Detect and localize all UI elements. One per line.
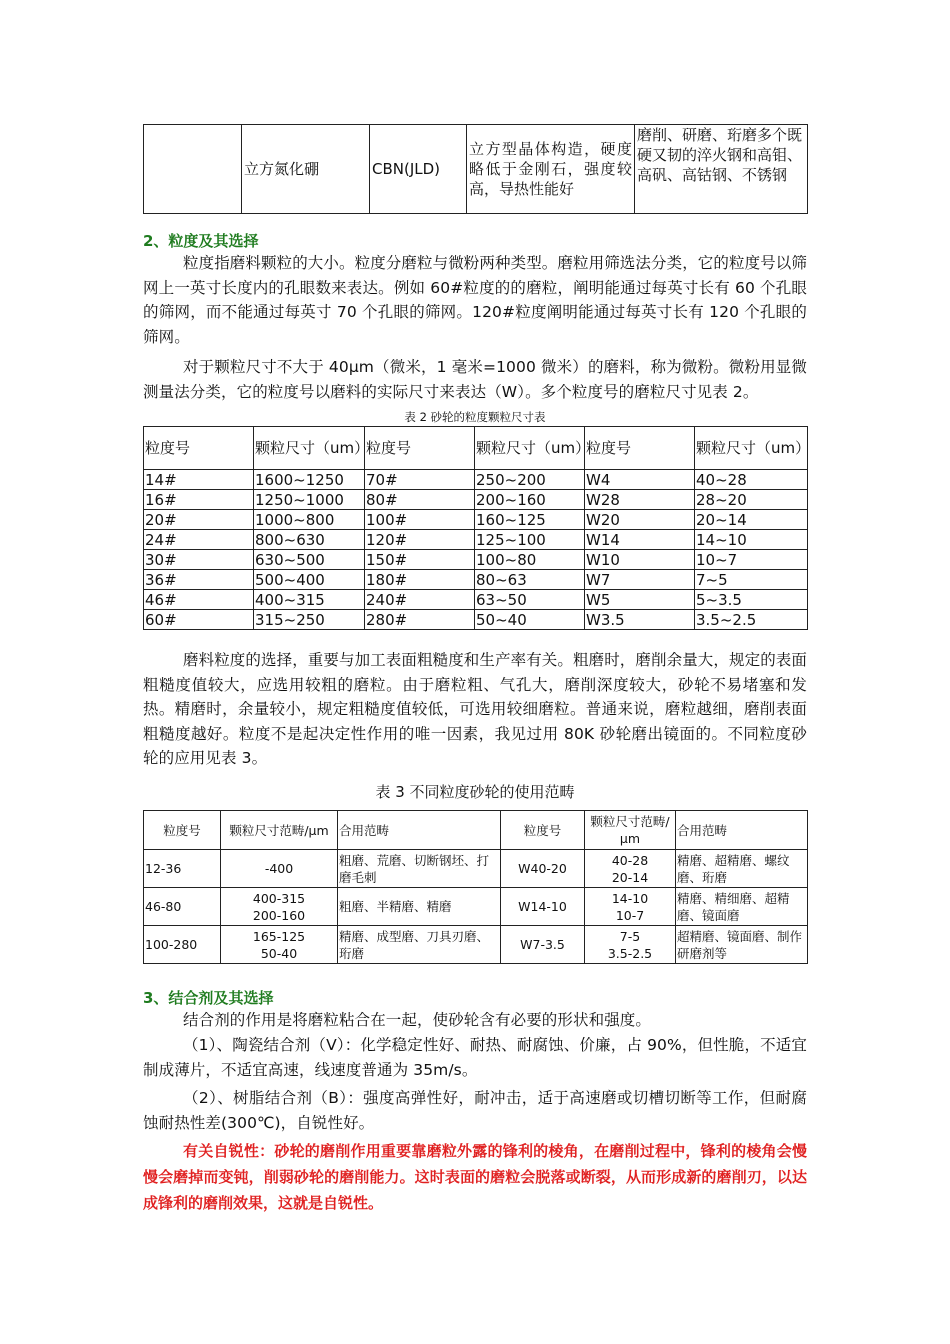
table-row: [144, 125, 808, 214]
table-cell: 精磨、成型磨、刀具刃磨、珩磨: [338, 926, 501, 964]
grain-usage-table: [143, 810, 808, 964]
table-cell: 280#: [365, 610, 475, 630]
table-cell: 7-5 3.5-2.5: [585, 926, 676, 964]
table-row: [144, 610, 808, 630]
table-cell: 200~160: [475, 490, 585, 510]
table-header: 颗粒尺寸（um）: [254, 427, 365, 470]
table-header: 粒度号: [501, 811, 585, 850]
table-cell: 磨削、研磨、珩磨多个既硬又韧的淬火钢和高钼、高矾、高钴钢、不锈钢: [635, 125, 808, 214]
table-header: 颗粒尺寸（um）: [475, 427, 585, 470]
table-cell: W28: [585, 490, 695, 510]
table-header: 颗粒尺寸范畴/μm: [221, 811, 338, 850]
table-caption: 表 2 砂轮的粒度颗粒尺寸表: [404, 410, 546, 424]
table-cell: 46#: [144, 590, 254, 610]
table-row: [144, 490, 808, 510]
table-cell: 240#: [365, 590, 475, 610]
table-row: [144, 510, 808, 530]
table-header: 合用范畴: [676, 811, 808, 850]
table-cell: 70#: [365, 470, 475, 490]
table-cell: 20#: [144, 510, 254, 530]
table-cell: 800~630: [254, 530, 365, 550]
table-cell: 60#: [144, 610, 254, 630]
table-cell: 16#: [144, 490, 254, 510]
table-cell: W10: [585, 550, 695, 570]
table-cell: 250~200: [475, 470, 585, 490]
table-cell: 立方型晶体构造，硬度略低于金刚石，强度较高，导热性能好: [467, 125, 635, 214]
paragraph: （1）、陶瓷结合剂（V）：化学稳定性好、耐热、耐腐蚀、价廉，占 90%，但性脆，不适宜制成薄片，不适宜高速，线速度普通为 35m/s。: [143, 1036, 807, 1079]
table-cell: 粗磨、荒磨、切断钢坯、打磨毛刺: [338, 850, 501, 888]
table-cell: 150#: [365, 550, 475, 570]
table-body: [144, 470, 808, 630]
paragraph: 粒度指磨料颗粒的大小。粒度分磨粒与微粉两种类型。磨粒用筛选法分类，它的粒度号以筛网上一英寸长度内的孔眼数来表达。例如 60#粒度的的磨粒，阐明能通过每英寸长有 60 个孔眼的筛网，而不能通过每英寸 70 个孔眼的筛网。120#粒度阐明能通过每英寸长有 120 个孔眼的筛网。: [143, 254, 808, 346]
table-header-row: [144, 427, 808, 470]
table-cell: -400: [221, 850, 338, 888]
table-cell: 14-10 10-7: [585, 888, 676, 926]
table-cell: 165-125 50-40: [221, 926, 338, 964]
table-cell: 14#: [144, 470, 254, 490]
paragraph: 磨料粒度的选择，重要与加工表面粗糙度和生产率有关。粗磨时，磨削余量大，规定的表面粗糙度值较大，应选用较粗的磨粒。由于磨粒粗、气孔大，磨削深度较大，砂轮不易堵塞和发热。精磨时，余量较小，规定粗糙度值较低，可选用较细磨粒。普通来说，磨粒越细，磨削表面粗糙度越好。粒度不是起决定性作用的唯一因素，我见过用 80K 砂轮磨出镜面的。不同粒度砂轮的应用见表 3。: [143, 651, 808, 767]
self-sharpening-note: 有关自锐性：砂轮的磨削作用重要靠磨粒外露的锋利的棱角，在磨削过程中，锋利的棱角会慢慢会磨掉而变钝，削弱砂轮的磨削能力。这时表面的磨粒会脱落或断裂，从而形成新的磨削刃，以达成锋利的磨削效果，这就是自锐性。: [143, 1142, 807, 1212]
table-header-row: [144, 811, 808, 850]
table-cell: 7~5: [695, 570, 808, 590]
table-cell: 12-36: [144, 850, 221, 888]
material-table-continued: [143, 124, 808, 214]
grain-size-table: [143, 426, 811, 630]
table-cell: 1250~1000: [254, 490, 365, 510]
table-row: [144, 530, 808, 550]
table-cell: 630~500: [254, 550, 365, 570]
table-cell: 500~400: [254, 570, 365, 590]
table-body: [144, 850, 808, 964]
table-cell: 40-28 20-14: [585, 850, 676, 888]
paragraph: 对于颗粒尺寸不大于 40μm（微米，1 毫米=1000 微米）的磨料，称为微粉。微粉用显微测量法分类，它的粒度号以磨料的实际尺寸来表达（W）。多个粒度号的磨粒尺寸见表 2。: [143, 358, 807, 401]
table-cell: 10~7: [695, 550, 808, 570]
table-row: [144, 926, 808, 964]
table-cell: W5: [585, 590, 695, 610]
table-cell: 粗磨、半精磨、精磨: [338, 888, 501, 926]
table-cell: 5~3.5: [695, 590, 808, 610]
table-row: [144, 470, 808, 490]
table-row: [144, 570, 808, 590]
table-cell: 180#: [365, 570, 475, 590]
table-row: [144, 590, 808, 610]
table-cell: 80~63: [475, 570, 585, 590]
table-cell: 1600~1250: [254, 470, 365, 490]
table-cell: 100~80: [475, 550, 585, 570]
table-cell: W14: [585, 530, 695, 550]
table-cell: 46-80: [144, 888, 221, 926]
table-cell: 14~10: [695, 530, 808, 550]
table-cell: 50~40: [475, 610, 585, 630]
table-cell: 400-315 200-160: [221, 888, 338, 926]
table-row: [144, 888, 808, 926]
table-row: [144, 850, 808, 888]
table-cell: 100-280: [144, 926, 221, 964]
table-cell: 315~250: [254, 610, 365, 630]
table-cell: 120#: [365, 530, 475, 550]
table-header: 粒度号: [144, 811, 221, 850]
table-cell: CBN(JLD): [370, 125, 467, 214]
table-header: 粒度号: [585, 427, 695, 470]
table-cell: 精磨、精细磨、超精磨、镜面磨: [676, 888, 808, 926]
paragraph: 结合剂的作用是将磨粒粘合在一起，使砂轮含有必要的形状和强度。: [183, 1011, 652, 1029]
table-header: 颗粒尺寸范畴/μm: [585, 811, 676, 850]
table-row: [144, 550, 808, 570]
table-cell: 28~20: [695, 490, 808, 510]
table-cell: 40~28: [695, 470, 808, 490]
table-cell: 400~315: [254, 590, 365, 610]
table-cell: 立方氮化硼: [242, 125, 370, 214]
table-cell: W7: [585, 570, 695, 590]
section-heading: 3、结合剂及其选择: [143, 989, 274, 1007]
table-header: 粒度号: [144, 427, 254, 470]
table-cell: 30#: [144, 550, 254, 570]
table-cell: 20~14: [695, 510, 808, 530]
table-cell: 36#: [144, 570, 254, 590]
table-cell: 63~50: [475, 590, 585, 610]
section-heading: 2、粒度及其选择: [143, 232, 259, 250]
table-header: 粒度号: [365, 427, 475, 470]
table-cell: 160~125: [475, 510, 585, 530]
table-cell: W14-10: [501, 888, 585, 926]
table-cell: 3.5~2.5: [695, 610, 808, 630]
table-cell: 80#: [365, 490, 475, 510]
table-cell: 24#: [144, 530, 254, 550]
table-header: 颗粒尺寸（um）: [695, 427, 808, 470]
table-cell: 精磨、超精磨、螺纹磨、珩磨: [676, 850, 808, 888]
table-cell: W7-3.5: [501, 926, 585, 964]
table-cell: W40-20: [501, 850, 585, 888]
table-cell: W4: [585, 470, 695, 490]
paragraph: （2）、树脂结合剂（B）：强度高弹性好，耐冲击，适于高速磨或切槽切断等工作，但耐腐蚀耐热性差(300℃)，自锐性好。: [143, 1089, 807, 1132]
table-cell: 125~100: [475, 530, 585, 550]
table-cell: 100#: [365, 510, 475, 530]
table-cell: [144, 125, 242, 214]
table-cell: W20: [585, 510, 695, 530]
table-cell: W3.5: [585, 610, 695, 630]
table-header: 合用范畴: [338, 811, 501, 850]
table-cell: 超精磨、镜面磨、制作研磨剂等: [676, 926, 808, 964]
table-caption: 表 3 不同粒度砂轮的使用范畴: [375, 783, 575, 801]
table-cell: 1000~800: [254, 510, 365, 530]
